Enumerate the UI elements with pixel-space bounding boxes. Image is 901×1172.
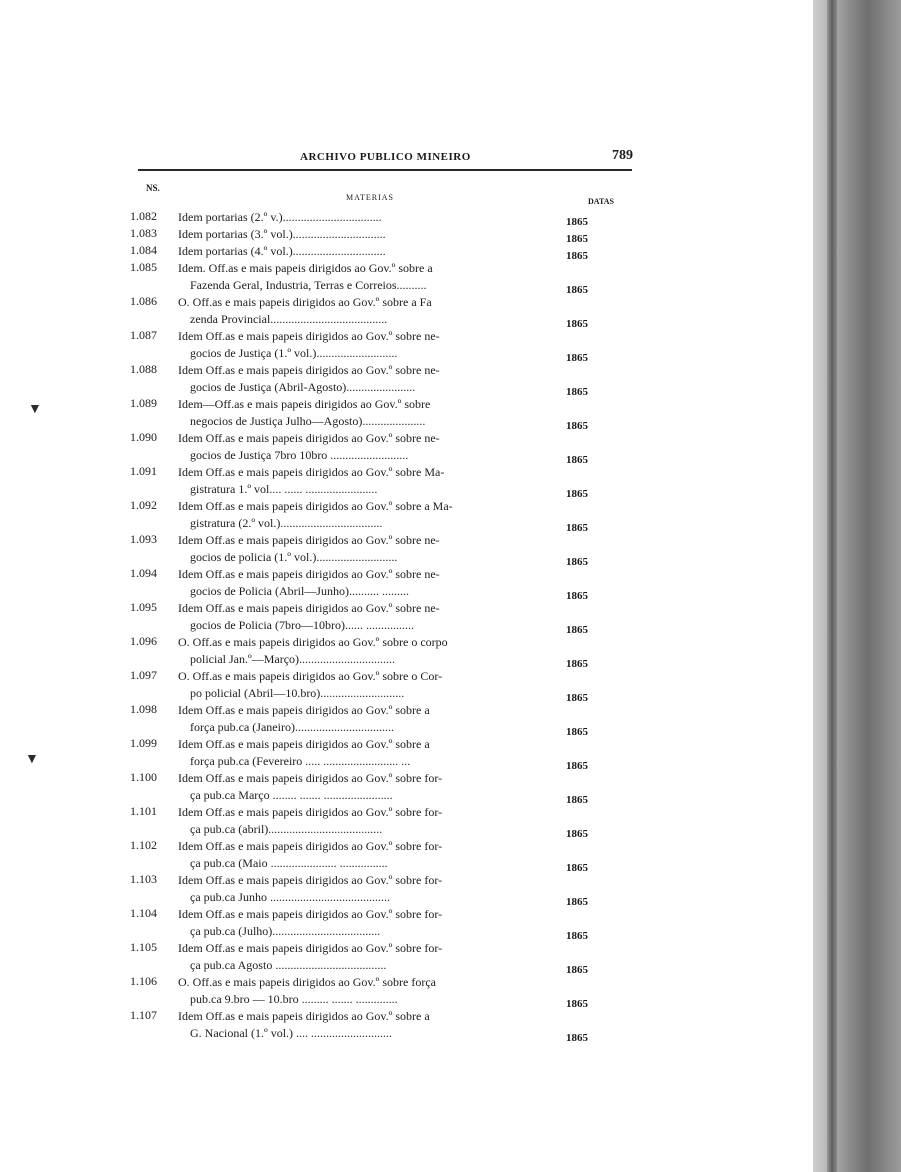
entry-description-line: Idem Off.as e mais papeis dirigidos ao Gov.º sobre ne- [178, 431, 440, 445]
entry-number: 1.089 [130, 396, 157, 410]
entry-description-line: negocios de Justiça Julho—Agosto)..................... [190, 414, 426, 428]
list-item [130, 362, 642, 396]
book-spine-fold [827, 0, 837, 1172]
entry-year: 1865 [566, 760, 588, 772]
entry-description-line: ça pub.ca (Julho).................................... [190, 924, 381, 938]
entry-description [178, 243, 533, 260]
entry-description-line: Idem Off.as e mais papeis dirigidos ao Gov.º sobre for- [178, 805, 443, 819]
entry-description-line: gocios de Policia (Abril—Junho).......... ......... [190, 584, 409, 598]
entry-description-line: Idem Off.as e mais papeis dirigidos ao Gov.º sobre ne- [178, 329, 440, 343]
entry-description-line: Idem. Off.as e mais papeis dirigidos ao Gov.º sobre a [178, 261, 433, 275]
entry-description [178, 668, 533, 702]
entry-year: 1865 [566, 828, 588, 840]
entry-description-line: Idem Off.as e mais papeis dirigidos ao Gov.º sobre Ma- [178, 465, 445, 479]
list-item [130, 1008, 642, 1042]
entry-description [178, 838, 533, 872]
entry-number: 1.087 [130, 328, 157, 342]
entry-year: 1865 [566, 488, 588, 500]
entry-number: 1.083 [130, 226, 157, 240]
entry-description [178, 226, 533, 243]
margin-mark-arrow: ▼ [28, 402, 42, 417]
list-item [130, 464, 642, 498]
entry-year: 1865 [566, 386, 588, 398]
entry-description-line: gocios de Justiça 7bro 10bro .......................... [190, 448, 409, 462]
list-item [130, 209, 642, 226]
entry-description-line: gocios de Justiça (Abril-Agosto)....................... [190, 380, 416, 394]
page-header [130, 145, 642, 169]
list-item [130, 668, 642, 702]
entry-year: 1865 [566, 896, 588, 908]
entry-description-line: Idem Off.as e mais papeis dirigidos ao Gov.º sobre ne- [178, 533, 440, 547]
entry-description-line: ça pub.ca (abril)...................................... [190, 822, 383, 836]
entry-number: 1.093 [130, 532, 157, 546]
list-item [130, 906, 642, 940]
column-header-materias: MATERIAS [346, 193, 395, 202]
entry-description [178, 804, 533, 838]
list-item [130, 736, 642, 770]
list-item [130, 872, 642, 906]
entry-number: 1.106 [130, 974, 157, 988]
entry-year: 1865 [566, 556, 588, 568]
list-item [130, 260, 642, 294]
entry-year: 1865 [566, 624, 588, 636]
list-item [130, 498, 642, 532]
entry-description [178, 600, 533, 634]
list-item [130, 294, 642, 328]
entry-year: 1865 [566, 454, 588, 466]
list-item [130, 328, 642, 362]
entry-year: 1865 [566, 590, 588, 602]
list-item [130, 940, 642, 974]
column-headers [130, 183, 642, 209]
page-number: 789 [612, 148, 633, 163]
entry-number: 1.104 [130, 906, 157, 920]
entry-description-line: gocios de policia (1.º vol.)........................... [190, 550, 398, 564]
entry-description-line: Idem Off.as e mais papeis dirigidos ao Gov.º sobre ne- [178, 567, 440, 581]
entry-description [178, 736, 533, 770]
entry-description-line: Idem Off.as e mais papeis dirigidos ao Gov.º sobre for- [178, 873, 443, 887]
entry-description-line: pub.ca 9.bro — 10.bro ......... ....... .............. [190, 992, 398, 1006]
entry-number: 1.097 [130, 668, 157, 682]
entry-description [178, 294, 533, 328]
entry-description-line: Idem portarias (2.º v.)................................. [178, 210, 382, 224]
entry-year: 1865 [566, 726, 588, 738]
entry-description-line: Idem Off.as e mais papeis dirigidos ao Gov.º sobre a Ma- [178, 499, 453, 513]
column-header-datas: DATAS [588, 197, 614, 206]
entry-number: 1.090 [130, 430, 157, 444]
entry-number: 1.091 [130, 464, 157, 478]
entry-description [178, 328, 533, 362]
entry-number: 1.094 [130, 566, 157, 580]
entry-description-line: Idem Off.as e mais papeis dirigidos ao Gov.º sobre ne- [178, 601, 440, 615]
entry-description [178, 464, 533, 498]
entry-number: 1.100 [130, 770, 157, 784]
entry-year: 1865 [566, 420, 588, 432]
entry-description-line: gocios de Justiça (1.º vol.)........................... [190, 346, 398, 360]
entry-number: 1.103 [130, 872, 157, 886]
list-item [130, 430, 642, 464]
entry-description-line: gistratura 1.º vol.... ...... ........................ [190, 482, 378, 496]
entry-description [178, 209, 533, 226]
entry-description-line: gistratura (2.º vol.).................................. [190, 516, 383, 530]
list-item [130, 838, 642, 872]
entry-description-line: ça pub.ca Junho ........................................ [190, 890, 390, 904]
entry-description-line: O. Off.as e mais papeis dirigidos ao Gov.º sobre o corpo [178, 635, 448, 649]
page-title: ARCHIVO PUBLICO MINEIRO [300, 151, 471, 163]
entry-year: 1865 [566, 352, 588, 364]
entry-number: 1.092 [130, 498, 157, 512]
entry-description-line: ça pub.ca (Maio ...................... ................ [190, 856, 388, 870]
entry-year: 1865 [566, 216, 588, 228]
entry-description [178, 702, 533, 736]
entry-description [178, 260, 533, 294]
entry-number: 1.105 [130, 940, 157, 954]
entry-description-line: Idem Off.as e mais papeis dirigidos ao Gov.º sobre ne- [178, 363, 440, 377]
entry-year: 1865 [566, 998, 588, 1010]
entry-description [178, 872, 533, 906]
entry-description [178, 940, 533, 974]
entry-description [178, 362, 533, 396]
entry-description-line: força pub.ca (Janeiro)................................. [190, 720, 394, 734]
list-item [130, 974, 642, 1008]
entry-year: 1865 [566, 692, 588, 704]
column-header-ns: NS. [146, 183, 160, 193]
entry-description-line: Idem portarias (4.º vol.)............................... [178, 244, 386, 258]
entry-number: 1.085 [130, 260, 157, 274]
entry-description-line: Fazenda Geral, Industria, Terras e Correios.......... [190, 278, 427, 292]
entry-description-line: Idem Off.as e mais papeis dirigidos ao Gov.º sobre for- [178, 839, 443, 853]
entry-year: 1865 [566, 930, 588, 942]
entry-description-line: po policial (Abril—10.bro)............................ [190, 686, 405, 700]
entry-number: 1.084 [130, 243, 157, 257]
entry-description-line: Idem portarias (3.º vol.)............................... [178, 227, 386, 241]
entry-description-line: O. Off.as e mais papeis dirigidos ao Gov.º sobre o Cor- [178, 669, 443, 683]
entry-description-line: Idem—Off.as e mais papeis dirigidos ao Gov.º sobre [178, 397, 431, 411]
list-item [130, 566, 642, 600]
list-item [130, 243, 642, 260]
entry-number: 1.082 [130, 209, 157, 223]
entry-year: 1865 [566, 522, 588, 534]
entry-year: 1865 [566, 658, 588, 670]
entry-description-line: O. Off.as e mais papeis dirigidos ao Gov.º sobre força [178, 975, 436, 989]
entry-description [178, 396, 533, 430]
list-item [130, 600, 642, 634]
entry-description-line: Idem Off.as e mais papeis dirigidos ao Gov.º sobre a [178, 703, 430, 717]
list-item [130, 634, 642, 668]
entry-description [178, 498, 533, 532]
entry-description [178, 974, 533, 1008]
list-item [130, 396, 642, 430]
entry-year: 1865 [566, 318, 588, 330]
entry-description-line: O. Off.as e mais papeis dirigidos ao Gov.º sobre a Fa [178, 295, 432, 309]
entry-year: 1865 [566, 862, 588, 874]
entry-description-line: Idem Off.as e mais papeis dirigidos ao Gov.º sobre a [178, 1009, 430, 1023]
entry-year: 1865 [566, 250, 588, 262]
entry-description [178, 566, 533, 600]
margin-mark-triangle: ▼ [25, 752, 39, 767]
list-item [130, 532, 642, 566]
entry-description [178, 906, 533, 940]
entry-year: 1865 [566, 284, 588, 296]
entry-year: 1865 [566, 1032, 588, 1044]
entry-number: 1.088 [130, 362, 157, 376]
entry-year: 1865 [566, 233, 588, 245]
entry-description-line: gocios de Policia (7bro—10bro)...... ................ [190, 618, 414, 632]
entry-number: 1.102 [130, 838, 157, 852]
entry-number: 1.101 [130, 804, 157, 818]
entry-description [178, 770, 533, 804]
entry-year: 1865 [566, 794, 588, 806]
entry-description-line: Idem Off.as e mais papeis dirigidos ao Gov.º sobre for- [178, 907, 443, 921]
entry-description-line: ça pub.ca Março ........ ....... ....................... [190, 788, 393, 802]
entry-year: 1865 [566, 964, 588, 976]
entry-description-line: G. Nacional (1.º vol.) .... ........................... [190, 1026, 393, 1040]
entry-description [178, 532, 533, 566]
list-item [130, 226, 642, 243]
entries-list [130, 209, 642, 1042]
entry-number: 1.098 [130, 702, 157, 716]
entry-description-line: policial Jan.º—Março)................................ [190, 652, 396, 666]
entry-description-line: força pub.ca (Fevereiro ..... ......................... ... [190, 754, 411, 768]
entry-number: 1.099 [130, 736, 157, 750]
entry-number: 1.086 [130, 294, 157, 308]
document-page [130, 145, 642, 1042]
entry-description-line: ça pub.ca Agosto ..................................... [190, 958, 387, 972]
entry-description [178, 1008, 533, 1042]
entry-number: 1.096 [130, 634, 157, 648]
entry-number: 1.107 [130, 1008, 157, 1022]
entry-number: 1.095 [130, 600, 157, 614]
list-item [130, 804, 642, 838]
entry-description-line: zenda Provincial....................................... [190, 312, 388, 326]
list-item [130, 770, 642, 804]
header-rule [138, 169, 632, 171]
entry-description-line: Idem Off.as e mais papeis dirigidos ao Gov.º sobre for- [178, 941, 443, 955]
list-item [130, 702, 642, 736]
entry-description [178, 634, 533, 668]
entry-description [178, 430, 533, 464]
entry-description-line: Idem Off.as e mais papeis dirigidos ao Gov.º sobre a [178, 737, 430, 751]
entry-description-line: Idem Off.as e mais papeis dirigidos ao Gov.º sobre for- [178, 771, 443, 785]
